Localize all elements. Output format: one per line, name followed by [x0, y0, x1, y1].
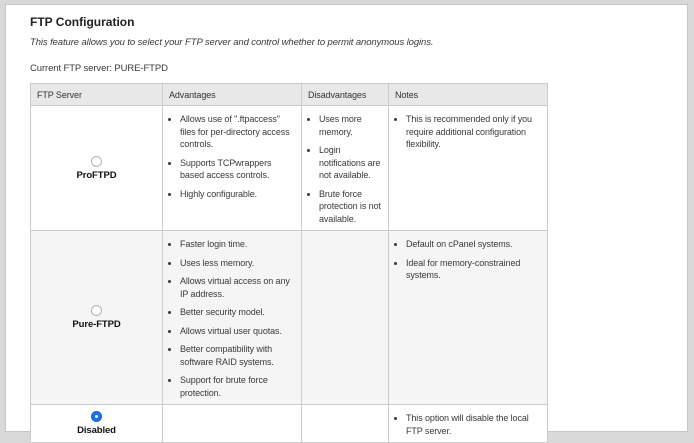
advantage-item: • Support for brute force protection. — [180, 374, 297, 399]
proftpd-disadvantages-cell — [302, 106, 389, 231]
pure-ftpd-label[interactable]: Pure-FTPD — [72, 319, 121, 330]
page-subtitle: This feature allows you to select your FTP server and control whether to permit anonymous logins. — [30, 37, 434, 48]
proftpd-notes-cell — [389, 106, 548, 231]
disabled-advantages-cell — [163, 405, 302, 443]
proftpd-radio[interactable] — [91, 156, 102, 167]
column-header-disadvantages: Disadvantages — [302, 84, 389, 106]
table-row-disabled — [31, 405, 548, 443]
advantage-item: • Faster login time. — [180, 238, 297, 251]
advantage-item: • Allows virtual user quotas. — [180, 325, 297, 338]
table-header-row — [31, 84, 548, 106]
disabled-server-cell — [31, 405, 163, 443]
pure-ftpd-server-cell — [31, 231, 163, 405]
disabled-label[interactable]: Disabled — [77, 425, 116, 436]
proftpd-server-cell — [31, 106, 163, 231]
note-item: • This is recommended only if you require additional configuration flexibility. — [406, 113, 543, 151]
disabled-disadvantages-cell — [302, 405, 389, 443]
table-row-proftpd — [31, 106, 548, 231]
advantage-item: • Allows use of ".ftpaccess" files for per-directory access controls. — [180, 113, 297, 151]
advantage-item: • Highly configurable. — [180, 188, 297, 201]
column-header-ftp-server: FTP Server — [31, 84, 163, 106]
column-header-notes: Notes — [389, 84, 548, 106]
advantage-item: • Allows virtual access on any IP address. — [180, 275, 297, 300]
current-server-label: Current FTP server: — [30, 63, 112, 74]
page-title: FTP Configuration — [30, 15, 135, 29]
note-item: • This option will disable the local FTP server. — [406, 412, 543, 437]
disadvantage-item: • Login notifications are not available. — [319, 144, 384, 182]
disadvantage-item: • Uses more memory. — [319, 113, 384, 138]
advantage-item: • Uses less memory. — [180, 257, 297, 270]
pure-ftpd-disadvantages-cell — [302, 231, 389, 405]
ftp-server-table — [30, 83, 548, 443]
advantage-item: • Supports TCPwrappers based access controls. — [180, 157, 297, 182]
current-server-line — [30, 63, 663, 74]
disabled-notes-cell — [389, 405, 548, 443]
advantage-item: • Better compatibility with software RAID systems. — [180, 343, 297, 368]
ftp-configuration-panel — [5, 4, 688, 436]
pure-ftpd-notes-cell — [389, 231, 548, 405]
current-server-value: PURE-FTPD — [114, 63, 168, 74]
note-item: • Ideal for memory-constrained systems. — [406, 257, 543, 282]
proftpd-label[interactable]: ProFTPD — [76, 169, 117, 181]
pure-ftpd-radio[interactable] — [91, 305, 102, 316]
disabled-radio[interactable] — [91, 411, 102, 422]
pure-ftpd-advantages-cell — [163, 231, 302, 405]
table-row-pure-ftpd — [31, 231, 548, 405]
advantage-item: • Better security model. — [180, 306, 297, 319]
note-item: • Default on cPanel systems. — [406, 238, 543, 251]
disadvantage-item: • Brute force protection is not available. — [319, 188, 384, 226]
proftpd-advantages-cell — [163, 106, 302, 231]
column-header-advantages: Advantages — [163, 84, 302, 106]
